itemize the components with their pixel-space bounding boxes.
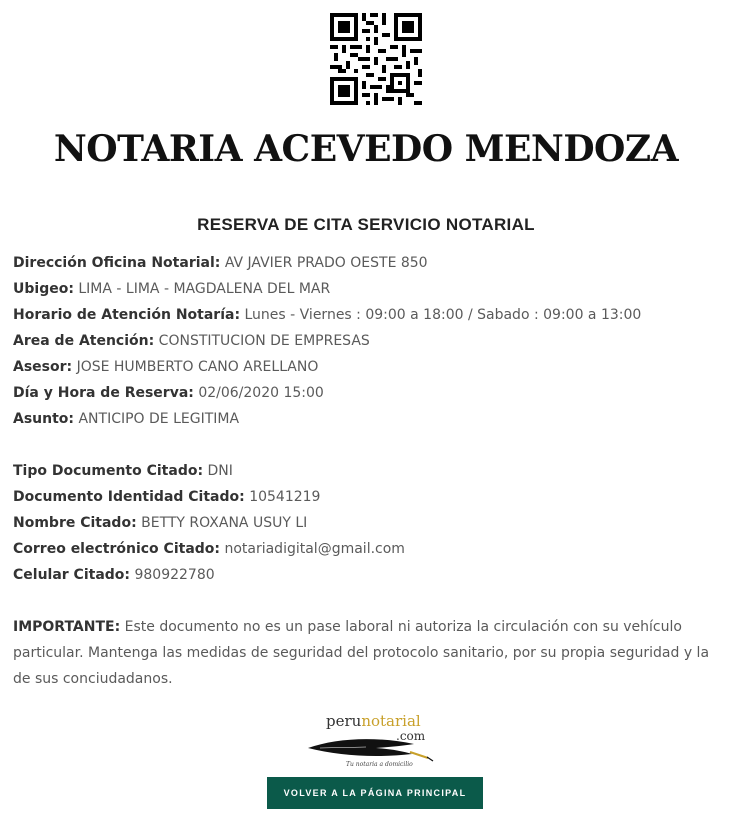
page-title: NOTARIA ACEVEDO MENDOZA (53, 128, 679, 170)
detail-label: Asesor: (13, 359, 73, 375)
back-to-home-button[interactable]: VOLVER A LA PÁGINA PRINCIPAL (267, 777, 483, 809)
detail-label: Ubigeo: (13, 281, 74, 297)
detail-value: JOSE HUMBERTO CANO ARELLANO (76, 359, 319, 375)
detail-row-document-type (13, 458, 723, 484)
detail-label: Area de Atención: (13, 333, 155, 349)
detail-row-schedule (13, 302, 723, 328)
detail-value: CONSTITUCION DE EMPRESAS (158, 333, 370, 349)
section-spacer (13, 432, 723, 458)
qr-code (326, 9, 426, 109)
detail-row-service-area (13, 328, 723, 354)
detail-row-reservation-datetime (13, 380, 723, 406)
detail-row-phone (13, 562, 723, 588)
detail-value: DNI (207, 463, 233, 479)
notice-text: Este documento no es un pase laboral ni autoriza la circulación con su vehículo particular. Mantenga las medidas de seguridad del protocolo sanitario, por su propia seguridad y la de sus conciudadanos. (13, 619, 710, 687)
detail-row-advisor (13, 354, 723, 380)
qr-code-graphic (326, 9, 426, 109)
detail-value: BETTY ROXANA USUY LI (141, 515, 308, 531)
detail-value: AV JAVIER PRADO OESTE 850 (224, 255, 428, 271)
detail-label: Celular Citado: (13, 567, 131, 583)
detail-label: Correo electrónico Citado: (13, 541, 220, 557)
detail-row-name (13, 510, 723, 536)
detail-value: 02/06/2020 15:00 (198, 385, 324, 401)
logo-wordmark (326, 712, 421, 730)
detail-label: Dirección Oficina Notarial: (13, 255, 221, 271)
detail-value: 980922780 (134, 567, 215, 583)
detail-row-subject (13, 406, 723, 432)
detail-row-document-number (13, 484, 723, 510)
detail-value: Lunes - Viernes : 09:00 a 18:00 / Sabado : 09:00 a 13:00 (244, 307, 642, 323)
detail-value: ANTICIPO DE LEGITIMA (78, 411, 240, 427)
logo-wordmark-part1: peru (326, 712, 362, 730)
detail-label: Nombre Citado: (13, 515, 137, 531)
detail-row-email (13, 536, 723, 562)
important-notice (13, 614, 728, 692)
detail-value: LIMA - LIMA - MAGDALENA DEL MAR (78, 281, 331, 297)
detail-label: Documento Identidad Citado: (13, 489, 245, 505)
detail-label: Asunto: (13, 411, 75, 427)
detail-label: Horario de Atención Notaría: (13, 307, 241, 323)
detail-label: Día y Hora de Reserva: (13, 385, 194, 401)
logo-wordmark-part2: notarial (361, 712, 421, 730)
detail-row-ubigeo (13, 276, 723, 302)
feather-quill-icon (306, 734, 436, 762)
detail-value: notariadigital@gmail.com (224, 541, 405, 557)
detail-row-office-address (13, 250, 723, 276)
appointment-details (13, 250, 723, 588)
perunotarial-logo (306, 712, 436, 772)
detail-label: Tipo Documento Citado: (13, 463, 204, 479)
logo-tagline: Tu notaria a domicilio (346, 761, 413, 768)
notice-label: IMPORTANTE: (13, 619, 121, 635)
logo-domain: .com (396, 729, 426, 743)
page-subtitle: RESERVA DE CITA SERVICIO NOTARIAL (197, 215, 535, 234)
detail-value: 10541219 (249, 489, 321, 505)
